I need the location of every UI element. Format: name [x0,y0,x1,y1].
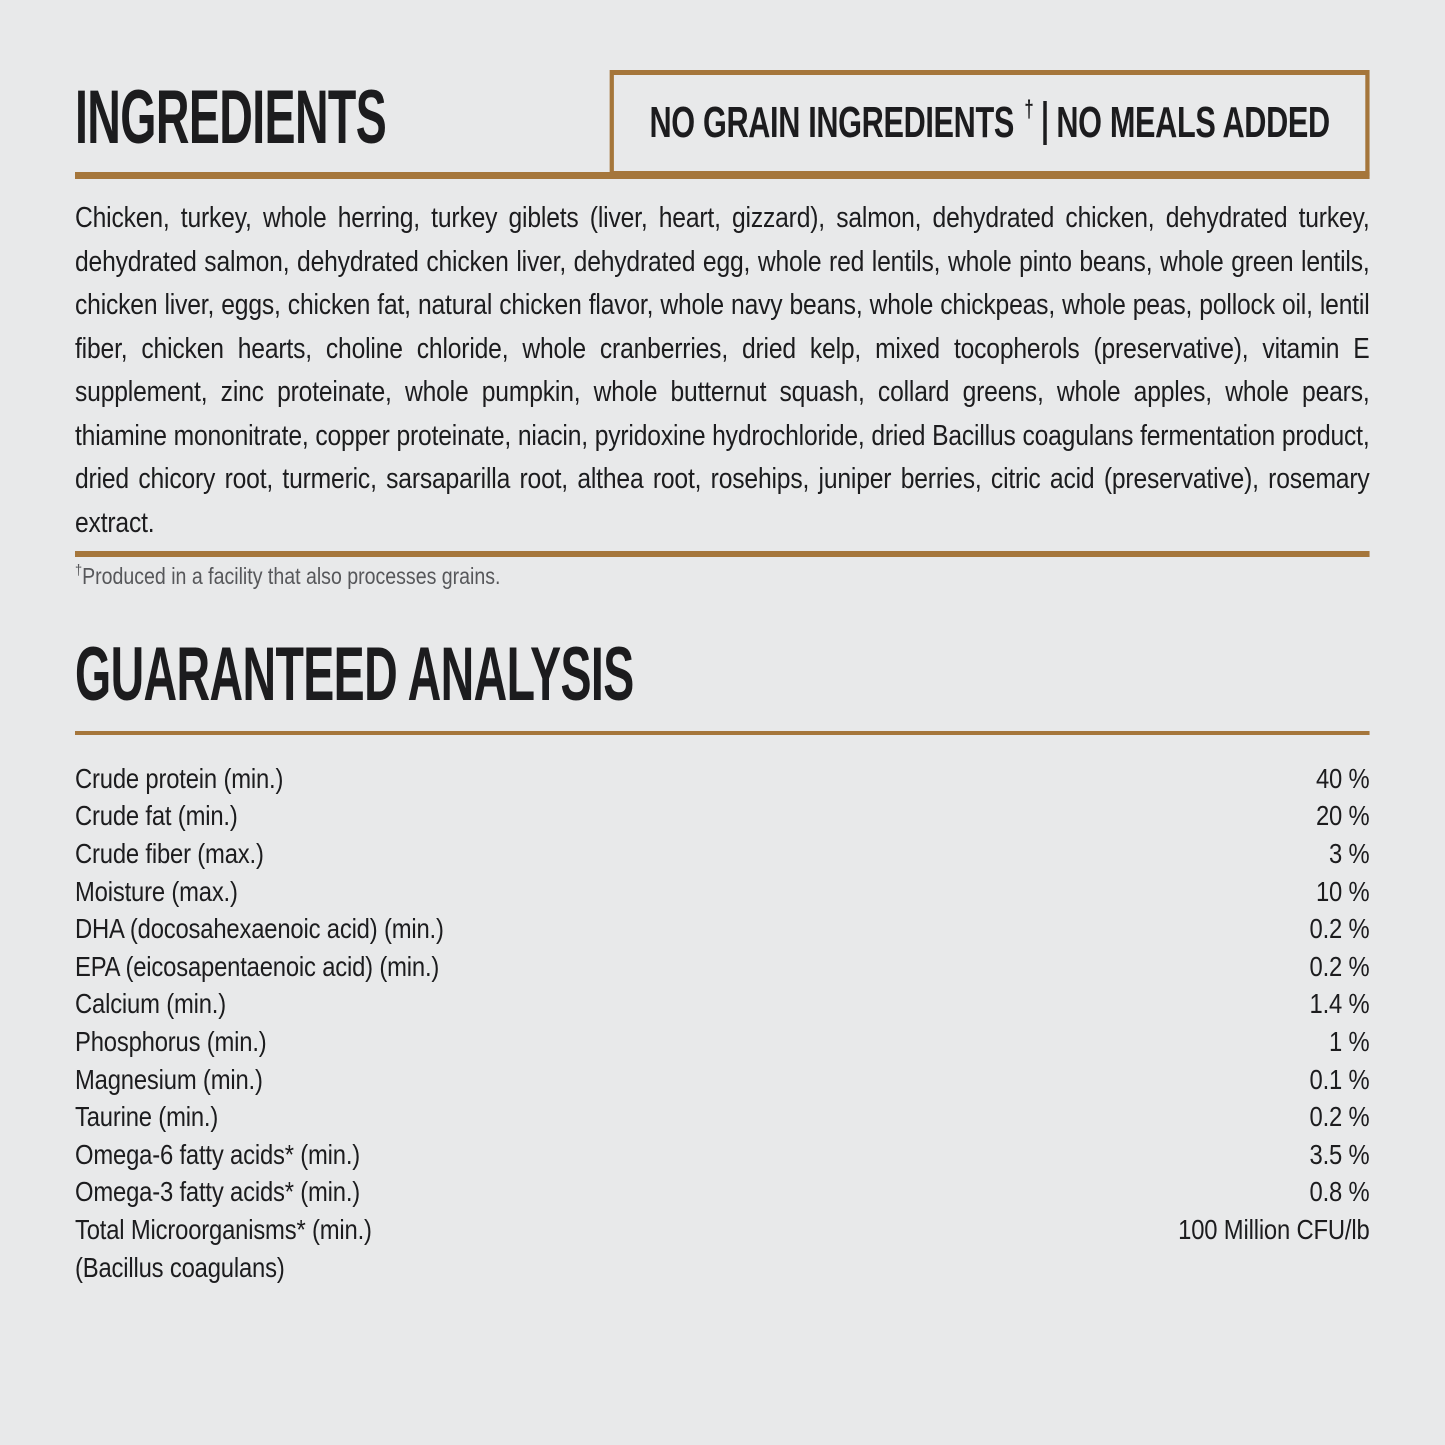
analysis-row [75,986,1370,1024]
analysis-value: 0.8 % [1309,1176,1370,1208]
analysis-label: Calcium (min.) [75,988,227,1020]
analysis-value: 3 % [1329,837,1370,869]
analysis-row [75,873,1370,911]
ingredients-title: INGREDIENTS [75,75,387,160]
guaranteed-analysis-table [75,760,1370,1286]
footnote-dagger-mark: † [75,562,83,579]
grain-footnote [75,562,1370,590]
ingredients-list: Chicken, turkey, whole herring, turkey giblets (liver, heart, gizzard), salmon, dehydrated chicken, dehydrated turkey, dehydrated salmon, dehydrated chicken liver, dehydrated egg, whole red lentils, whole pinto beans, whole green lentils, chicken liver, eggs, chicken fat, natural chicken flavor, whole navy beans, whole chickpeas, whole peas, pollock oil, lentil fiber, chicken hearts, choline chloride, whole cranberries, dried kelp, mixed tocopherols (preservative), vitamin E supplement, zinc proteinate, whole pumpkin, whole butternut squash, collard greens, whole apples, whole pears, thiamine mononitrate, copper proteinate, niacin, pyridoxine hydrochloride, dried Bacillus coagulans fermentation product, dried chicory root, turmeric, sarsaparilla root, althea root, rosehips, juniper berries, citric acid (preservative), rosemary extract. [75,202,1370,539]
analysis-label: Crude fat (min.) [75,800,238,832]
analysis-label: Omega-3 fatty acids* (min.) [75,1176,361,1208]
badge-part1: NO GRAIN INGREDIENTS [649,98,1014,147]
analysis-row [75,1136,1370,1174]
analysis-row [75,1061,1370,1099]
analysis-label: (Bacillus coagulans) [75,1251,285,1283]
analysis-row [75,1249,1370,1287]
separator-bar [1043,101,1046,145]
analysis-value: 40 % [1315,762,1370,794]
analysis-value: 0.2 % [1309,1101,1370,1133]
divider-rule-top [75,172,1370,179]
analysis-label: Total Microorganisms* (min.) [75,1213,372,1245]
analysis-row [75,760,1370,798]
analysis-row [75,910,1370,948]
analysis-label: Moisture (max.) [75,875,238,907]
analysis-value: 3.5 % [1309,1138,1370,1170]
analysis-label: Crude fiber (max.) [75,837,264,869]
analysis-value: 1 % [1329,1025,1370,1057]
analysis-row [75,835,1370,873]
analysis-row [75,1098,1370,1136]
analysis-row [75,1211,1370,1249]
analysis-value: 20 % [1315,800,1370,832]
analysis-label: EPA (eicosapentaenoic acid) (min.) [75,950,440,982]
dagger-mark: † [1024,96,1034,123]
analysis-value: 0.2 % [1309,913,1370,945]
analysis-label: Magnesium (min.) [75,1063,263,1095]
analysis-value: 10 % [1315,875,1370,907]
guaranteed-analysis-title: GUARANTEED ANALYSIS [75,632,634,717]
analysis-row [75,948,1370,986]
no-grain-badge-text [649,98,1329,148]
badge-part2: NO MEALS ADDED [1056,98,1330,147]
analysis-value: 1.4 % [1309,988,1370,1020]
divider-rule-middle [75,551,1370,557]
analysis-value: 100 Million CFU/lb [1178,1213,1370,1245]
no-grain-badge [610,70,1370,176]
analysis-label: Taurine (min.) [75,1101,219,1133]
analysis-row [75,1174,1370,1212]
analysis-label: Crude protein (min.) [75,762,284,794]
analysis-row [75,798,1370,836]
label-content [75,0,1370,1445]
analysis-label: Phosphorus (min.) [75,1025,267,1057]
footnote-text: Produced in a facility that also processes grains. [82,563,501,589]
analysis-row [75,1023,1370,1061]
analysis-label: Omega-6 fatty acids* (min.) [75,1138,361,1170]
divider-rule-analysis [75,731,1370,735]
analysis-value: 0.2 % [1309,950,1370,982]
analysis-value: 0.1 % [1309,1063,1370,1095]
analysis-label: DHA (docosahexaenoic acid) (min.) [75,913,444,945]
